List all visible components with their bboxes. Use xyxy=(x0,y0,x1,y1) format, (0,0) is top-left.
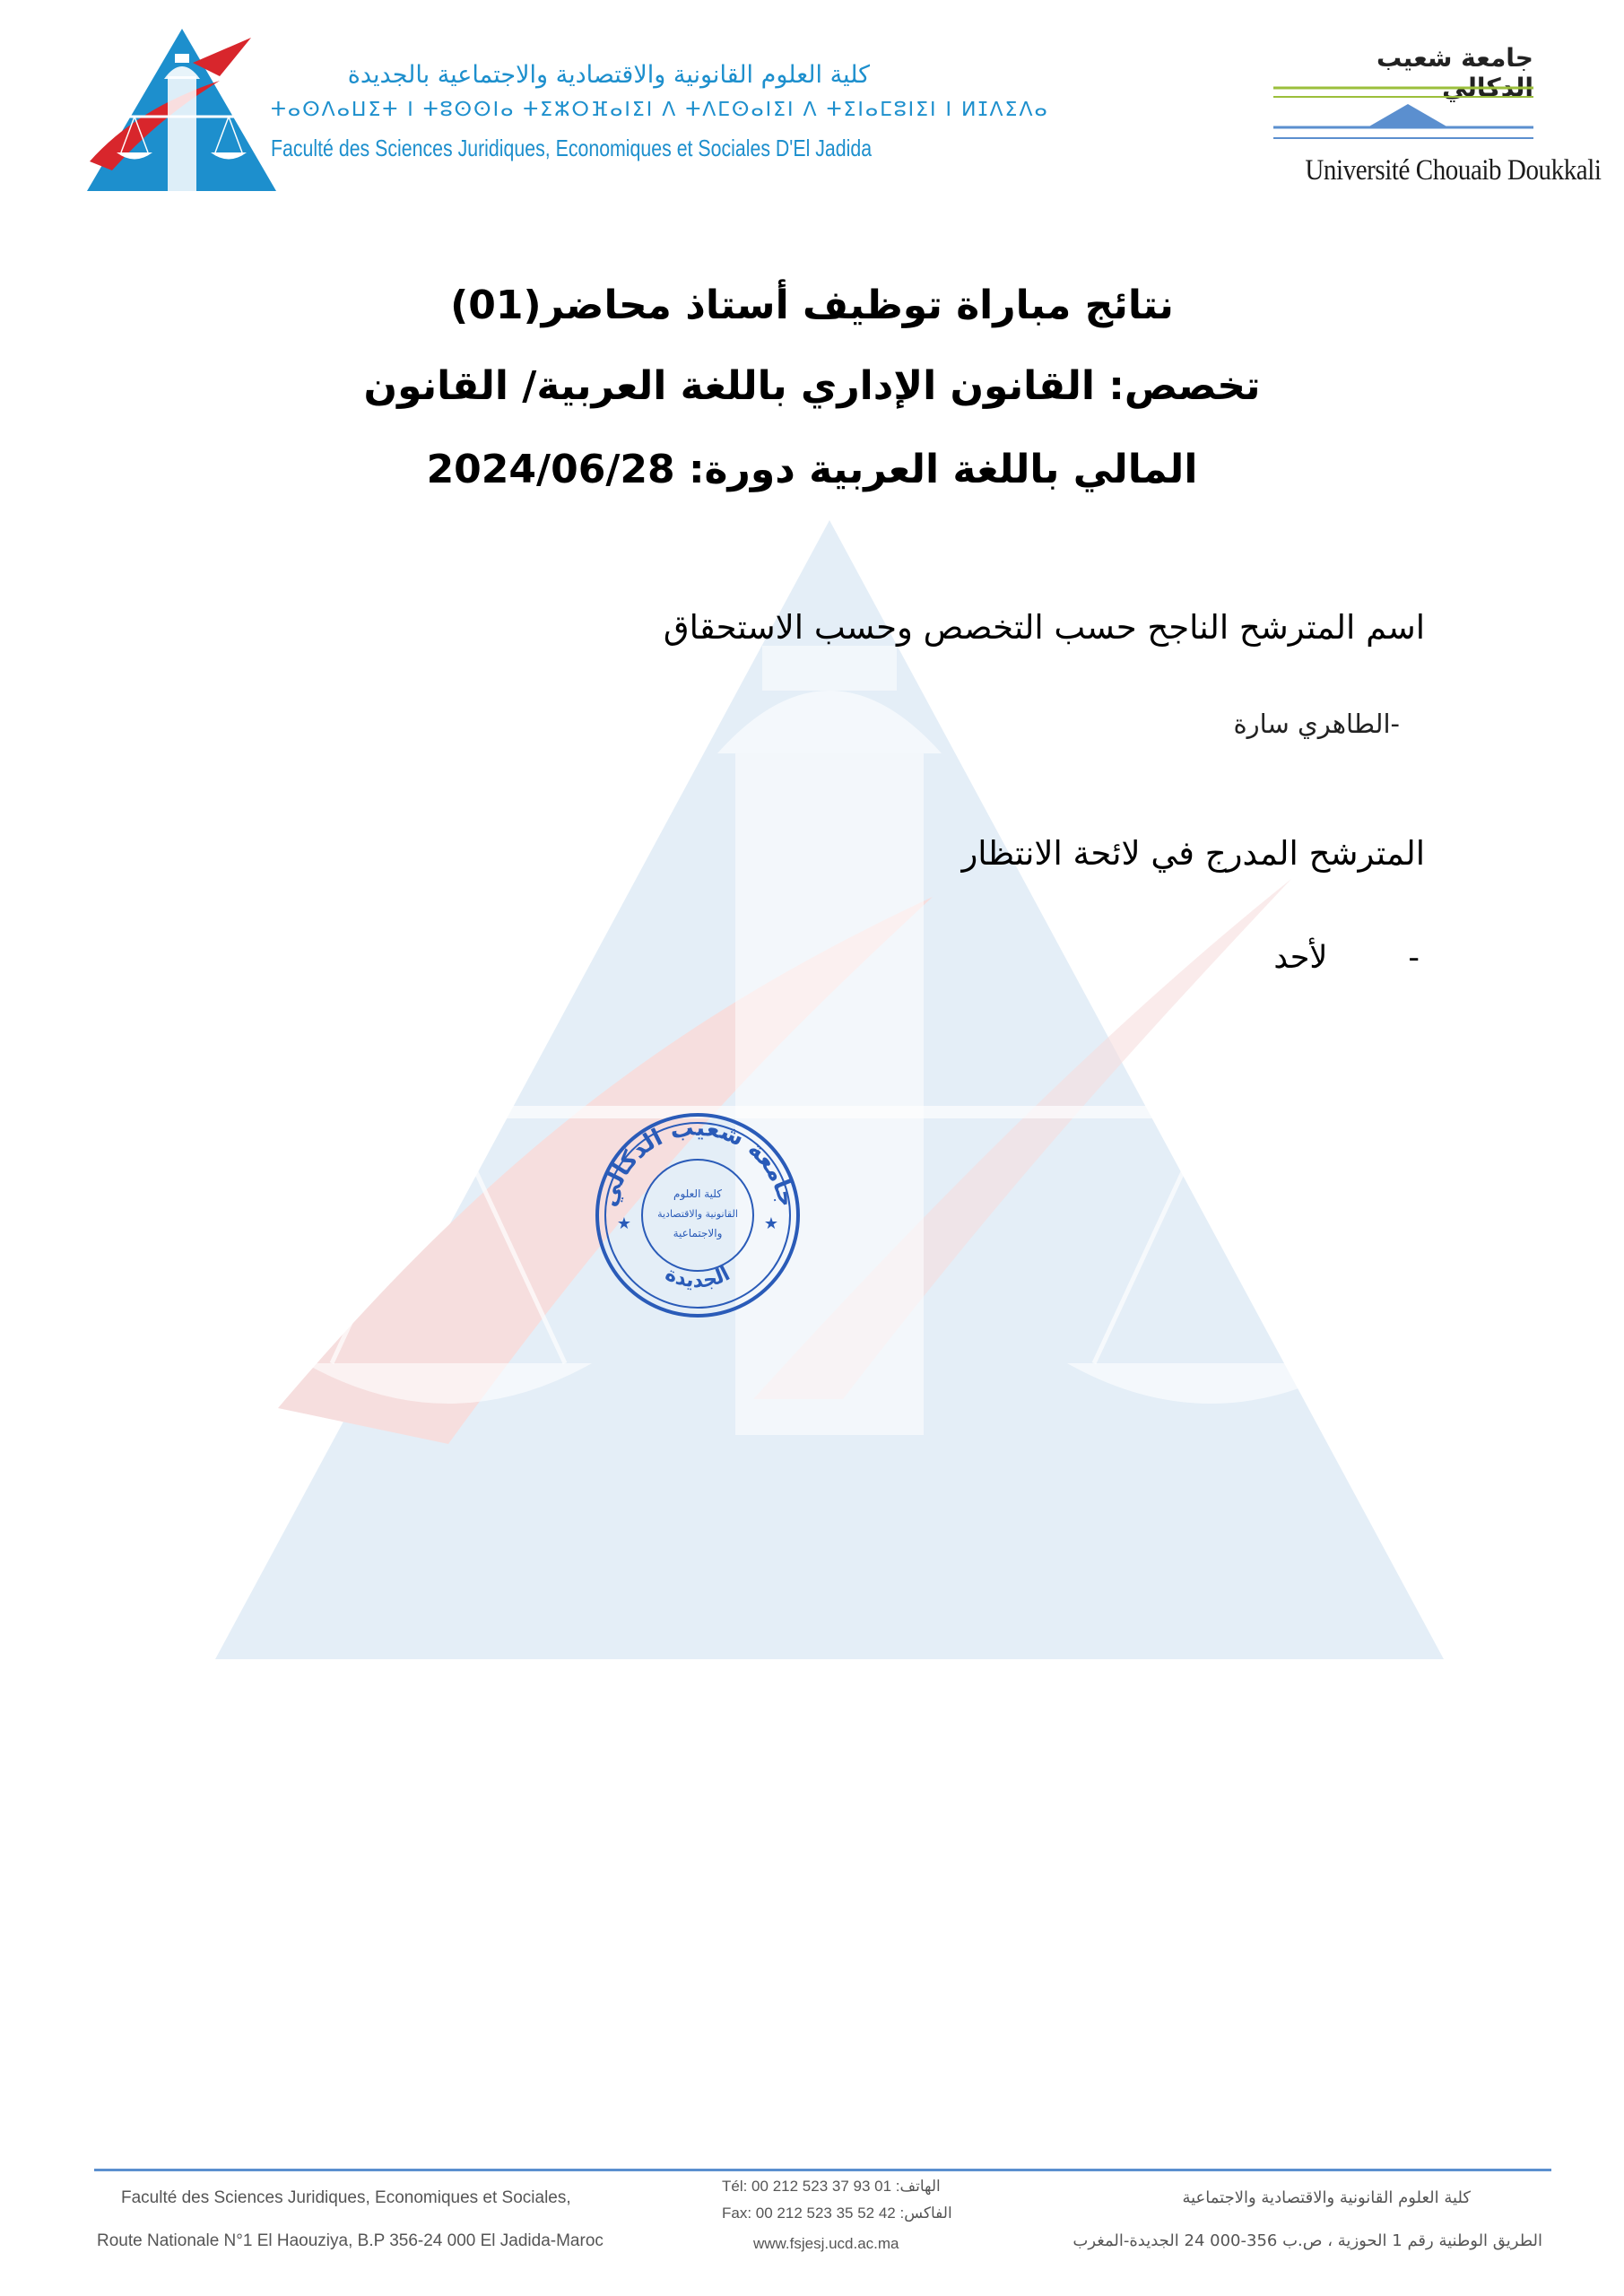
stamp-outer-text: جامعة شعيب الدكالي xyxy=(595,1114,801,1210)
university-name-french: Université Chouaib Doukkali xyxy=(1305,154,1602,187)
waitlist-value: لأحد xyxy=(1273,940,1328,976)
faculty-name-tifinagh: ⵜⴰⵙⴷⴰⵡⵉⵜ ⵏ ⵜⵓⵙⵙⵏⴰ ⵜⵉⵣⵔⴼⴰⵏⵉⵏ ⴷ ⵜⴷⵎⵙⴰⵏⵉⵏ ⴷ ⵜⵉⵏⴰⵎⵓⵏⵉⵏ ⵏ ⵍⵊⴷⵉⴷⴰ xyxy=(271,99,1049,121)
successful-candidate-name: -الطاهري سارة xyxy=(1233,709,1400,739)
watermark-logo xyxy=(215,520,1444,1659)
official-stamp xyxy=(581,1103,814,1318)
waitlist-heading: المترشح المدرج في لائحة الانتظار xyxy=(961,834,1425,873)
specialty-session-line: المالي باللغة العربية دورة: 2024/06/28 xyxy=(426,447,1198,492)
university-logo-lines xyxy=(1273,83,1533,154)
footer-phone: Tél: 00 212 523 37 93 01 :الهاتف xyxy=(722,2178,941,2195)
successful-candidate-heading: اسم المترشح الناجح حسب التخصص وحسب الاستحقاق xyxy=(663,608,1425,647)
results-title: نتائج مباراة توظيف أستاذ محاضر(01) xyxy=(450,283,1174,328)
faculty-name-french: Faculté des Sciences Juridiques, Economiques et Sociales D'El Jadida xyxy=(271,135,873,161)
footer-address-arabic: الطريق الوطنية رقم 1 الحوزية ، ص.ب 356-000 24 الجديدة-المغرب xyxy=(1073,2231,1542,2250)
faculty-name-arabic: كلية العلوم القانونية والاقتصادية والاجتماعية بالجديدة xyxy=(347,61,870,89)
stamp-inner-line-1: كلية العلوم xyxy=(673,1187,722,1200)
footer-fax: Fax: 00 212 523 35 52 42 :الفاكس xyxy=(722,2205,952,2222)
footer-rule xyxy=(94,2169,1551,2171)
stamp-city-text: الجديدة xyxy=(661,1262,734,1293)
specialty-line: تخصص: القانون الإداري باللغة العربية/ القانون xyxy=(363,363,1261,409)
waitlist-entry xyxy=(1273,940,1420,976)
stamp-star-right-icon: ★ xyxy=(763,1214,779,1233)
stamp-star-left-icon: ★ xyxy=(616,1214,632,1233)
footer-faculty-french: Faculté des Sciences Juridiques, Economiques et Sociales, xyxy=(121,2188,571,2207)
svg-text:الجديدة xyxy=(662,1263,734,1292)
footer-address-french: Route Nationale N°1 El Haouziya, B.P 356-24 000 El Jadida-Maroc xyxy=(97,2231,604,2250)
university-name-arabic: جامعة شعيب الدكالي xyxy=(1376,43,1533,102)
footer-website-link[interactable]: www.fsjesj.ucd.ac.ma xyxy=(753,2235,899,2252)
stamp-inner-line-2: القانونية والاقتصادية xyxy=(657,1208,738,1220)
waitlist-dash: - xyxy=(1408,940,1420,976)
faculty-logo xyxy=(85,27,278,193)
footer-faculty-arabic: كلية العلوم القانونية والاقتصادية والاجتماعية xyxy=(1182,2188,1471,2207)
stamp-inner-line-3: والاجتماعية xyxy=(673,1227,723,1239)
